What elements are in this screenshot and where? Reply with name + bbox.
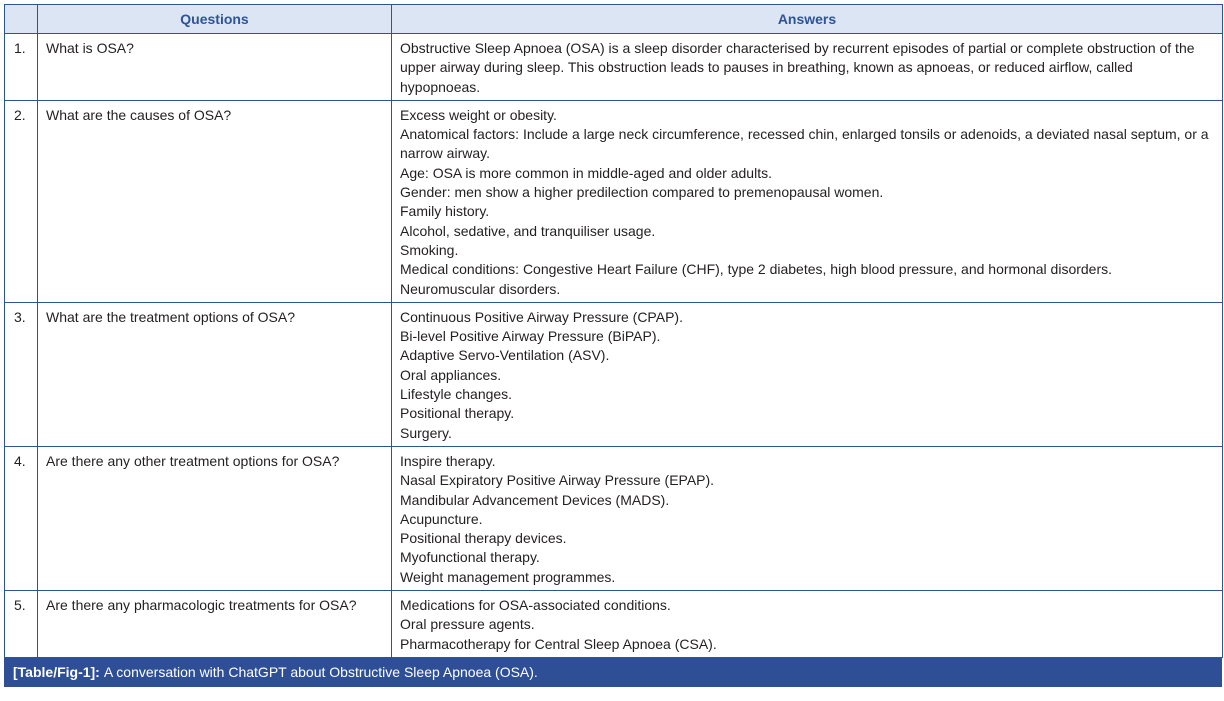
qa-table: [4, 4, 1223, 658]
table-row: [5, 34, 1223, 101]
answer-line: Pharmacotherapy for Central Sleep Apnoea (CSA).: [400, 635, 717, 652]
answer-line: Nasal Expiratory Positive Airway Pressure (EPAP).: [400, 472, 715, 489]
header-answers: Answers: [392, 5, 1223, 34]
table-row: [5, 302, 1223, 446]
answer-line: Obstructive Sleep Apnoea (OSA) is a sleep disorder characterised by recurrent episodes of partial or complete obstruction of the upper airway during sleep. This obstruction leads to pauses in breathing, known as apnoeas, or reduced airflow, called hypopnoeas.: [400, 40, 1195, 95]
table-row: [5, 446, 1223, 590]
answer-line: Lifestyle changes.: [400, 386, 513, 403]
table-caption: [4, 658, 1222, 687]
row-question: What are the treatment options of OSA?: [38, 302, 392, 446]
row-answer: [392, 34, 1223, 101]
header-number: [5, 5, 38, 34]
table-row: [5, 100, 1223, 302]
answer-line: Acupuncture.: [400, 510, 483, 527]
row-answer: [392, 591, 1223, 658]
answer-line: Oral appliances.: [400, 366, 502, 383]
answer-line: Mandibular Advancement Devices (MADS).: [400, 491, 670, 508]
answer-line: Neuromuscular disorders.: [400, 280, 561, 297]
row-question: What is OSA?: [38, 34, 392, 101]
table-header-row: [5, 5, 1223, 34]
answer-line: Anatomical factors: Include a large neck circumference, recessed chin, enlarged tonsils or adenoids, a deviated nasal septum, or a narrow airway.: [400, 126, 1209, 162]
row-answer: [392, 446, 1223, 590]
caption-text: A conversation with ChatGPT about Obstructive Sleep Apnoea (OSA).: [103, 663, 538, 680]
answer-line: Medications for OSA-associated conditions.: [400, 597, 671, 614]
answer-line: Family history.: [400, 203, 490, 220]
row-number: 3.: [5, 302, 38, 446]
answer-line: Medical conditions: Congestive Heart Failure (CHF), type 2 diabetes, high blood pressure, and hormonal disorders.: [400, 261, 1113, 278]
row-question: Are there any other treatment options for OSA?: [38, 446, 392, 590]
table-body: [5, 34, 1223, 658]
header-questions: Questions: [38, 5, 392, 34]
answer-line: Continuous Positive Airway Pressure (CPAP).: [400, 308, 683, 325]
row-number: 1.: [5, 34, 38, 101]
answer-line: Myofunctional therapy.: [400, 549, 540, 566]
answer-line: Positional therapy.: [400, 405, 515, 422]
answer-line: Excess weight or obesity.: [400, 106, 557, 123]
row-question: What are the causes of OSA?: [38, 100, 392, 302]
table-figure: [4, 4, 1222, 687]
caption-label: [Table/Fig-1]:: [13, 663, 100, 680]
answer-line: Positional therapy devices.: [400, 530, 567, 547]
answer-line: Gender: men show a higher predilection compared to premenopausal women.: [400, 184, 884, 201]
table-row: [5, 591, 1223, 658]
answer-line: Inspire therapy.: [400, 452, 496, 469]
row-question: Are there any pharmacologic treatments for OSA?: [38, 591, 392, 658]
answer-line: Adaptive Servo-Ventilation (ASV).: [400, 347, 610, 364]
answer-line: Age: OSA is more common in middle-aged and older adults.: [400, 164, 772, 181]
answer-line: Oral pressure agents.: [400, 616, 535, 633]
row-answer: [392, 302, 1223, 446]
answer-line: Bi-level Positive Airway Pressure (BiPAP).: [400, 328, 661, 345]
row-number: 2.: [5, 100, 38, 302]
answer-line: Smoking.: [400, 241, 459, 258]
answer-line: Alcohol, sedative, and tranquiliser usage.: [400, 222, 656, 239]
answer-line: Surgery.: [400, 424, 452, 441]
row-answer: [392, 100, 1223, 302]
answer-line: Weight management programmes.: [400, 568, 616, 585]
row-number: 5.: [5, 591, 38, 658]
row-number: 4.: [5, 446, 38, 590]
